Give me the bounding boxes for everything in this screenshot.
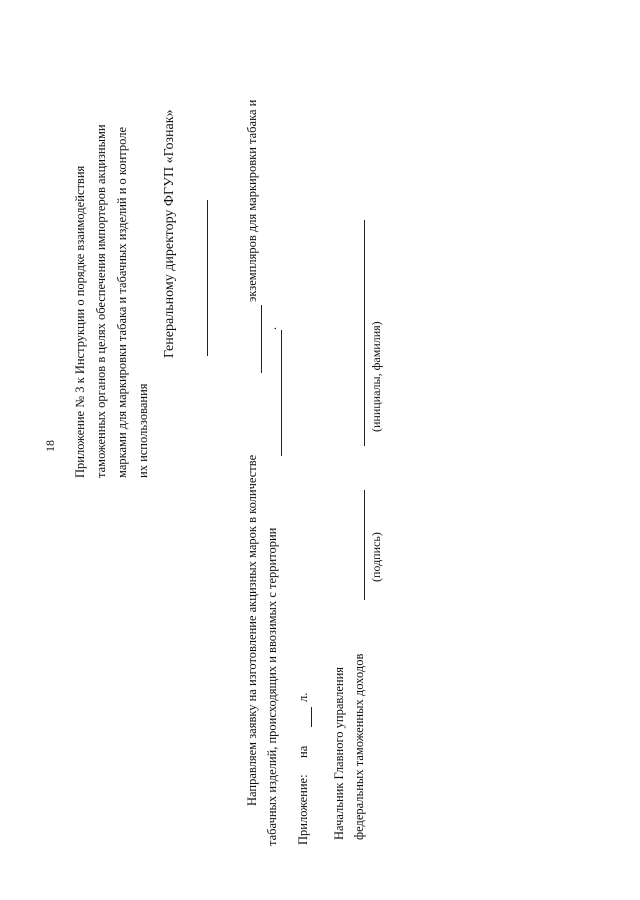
- name-line: [364, 220, 365, 446]
- header-line-1: Приложение № 3 к Инструкции о порядке взаимодействия: [73, 165, 87, 478]
- header-line-2: таможенных органов в целях обеспечения импортеров акцизными: [94, 124, 108, 478]
- signatory-line-1: Начальник Главного управления: [332, 666, 346, 840]
- quantity-blank: [261, 305, 262, 373]
- attachment-suffix: л.: [296, 692, 310, 702]
- attachment-word-na: на: [296, 745, 310, 758]
- territory-blank: [281, 330, 282, 456]
- header-line-4: их использования: [136, 383, 150, 478]
- request-line-1-prefix: Направляем заявку на изготовление акцизных марок в количестве: [245, 454, 259, 806]
- request-line-2-prefix: табачных изделий, происходящих и ввозимых с территории: [265, 527, 279, 846]
- signatory-line-2: федеральных таможенных доходов: [352, 653, 366, 840]
- signature-caption: (подпись): [369, 532, 383, 582]
- addressee-blank-line: [207, 200, 208, 356]
- name-caption: (инициалы, фамилия): [369, 321, 383, 432]
- header-line-3: марками для маркировки табака и табачных изделий и о контроле: [115, 126, 129, 478]
- addressee: Генеральному директору ФГУП «Гознак»: [162, 109, 177, 358]
- page-number: 18: [43, 440, 57, 452]
- attachment-pages-blank: [311, 707, 312, 727]
- request-line-2-suffix: .: [265, 326, 279, 330]
- signature-line: [364, 490, 365, 600]
- request-line-1-suffix: экземпляров для маркировки табака и: [245, 99, 259, 302]
- attachment-prefix: Приложение:: [296, 774, 310, 845]
